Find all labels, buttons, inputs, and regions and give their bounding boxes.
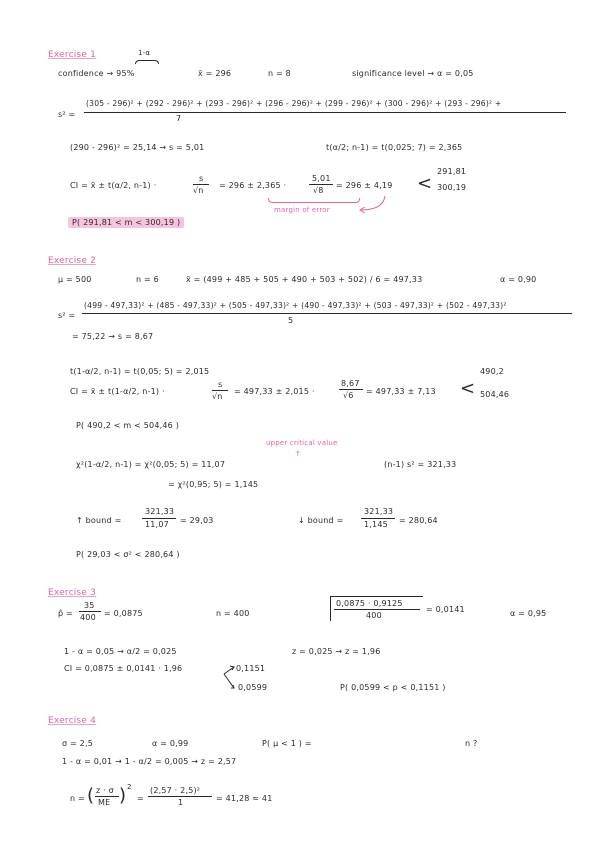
n-question: n ? bbox=[465, 739, 478, 748]
ci-lhs: CI = x̄ ± t(1-α/2, n-1) · bbox=[70, 387, 165, 396]
fraction-line bbox=[334, 609, 420, 610]
n-den: ME bbox=[98, 798, 111, 807]
ci-mid: = 296 ± 2,365 · bbox=[219, 181, 287, 190]
upper-bound-lhs: ↑ bound = bbox=[76, 516, 122, 525]
lower-bound-den: 1,145 bbox=[364, 520, 388, 529]
n-text: n = 400 bbox=[216, 609, 250, 618]
lower-bound-result: = 280,64 bbox=[399, 516, 438, 525]
n-lhs: n = bbox=[70, 794, 85, 803]
ci-frac2-num: 5,01 bbox=[312, 174, 331, 183]
chi-lower: = χ²(0,95; 5) = 1,145 bbox=[168, 480, 259, 489]
variance-denominator: 5 bbox=[288, 316, 294, 325]
ci-frac-num: s bbox=[199, 174, 204, 183]
phat-den: 400 bbox=[80, 613, 96, 622]
variance-numerator: (499 - 497,33)² + (485 - 497,33)² + (505 - 497,33)² + (490 - 497,33)² + (503 - 497,33)² + (502 - 497,33)² bbox=[84, 301, 507, 310]
lower-bound-num: 321,33 bbox=[364, 507, 394, 516]
z-line: z = 0,025 → z = 1,96 bbox=[292, 647, 381, 656]
se-den: 400 bbox=[366, 611, 382, 620]
brace bbox=[135, 60, 159, 64]
variance-lhs: s² = bbox=[58, 110, 76, 119]
significance-text: significance level → α = 0,05 bbox=[352, 69, 474, 78]
n-mid: = bbox=[137, 794, 144, 803]
margin-of-error-label: margin of error bbox=[274, 206, 330, 214]
upper-bound-num: 321,33 bbox=[145, 507, 175, 516]
fraction-line bbox=[309, 184, 333, 185]
n-den2: 1 bbox=[178, 798, 184, 807]
n-result: = 41,28 ≈ 41 bbox=[216, 794, 273, 803]
variance-denominator: 7 bbox=[176, 114, 182, 123]
probability-text: P( μ < 1 ) = bbox=[262, 739, 312, 748]
fraction-line bbox=[79, 611, 101, 612]
confidence-text: confidence → 95% bbox=[58, 69, 135, 78]
margin-brace bbox=[268, 198, 360, 203]
ci-frac-num: s bbox=[218, 380, 223, 389]
alpha-text: α = 0,99 bbox=[152, 739, 189, 748]
lower-bound-lhs: ↓ bound = bbox=[298, 516, 344, 525]
variance-result: = 75,22 → s = 8,67 bbox=[72, 332, 154, 341]
phat-result: = 0,0875 bbox=[104, 609, 143, 618]
ci-lower: 0,0599 bbox=[238, 683, 268, 692]
fraction-line bbox=[212, 390, 228, 391]
exercise-1-result: P( 291,81 < m < 300,19 ) bbox=[68, 218, 184, 227]
ci-upper: 291,81 bbox=[437, 167, 467, 176]
se-num: 0,0875 · 0,9125 bbox=[336, 599, 403, 608]
ns2-text: (n-1) s² = 321,33 bbox=[384, 460, 457, 469]
variance-continued: (290 - 296)² = 25,14 → s = 5,01 bbox=[70, 143, 205, 152]
ci-rhs: = 497,33 ± 7,13 bbox=[366, 387, 436, 396]
ci-frac-den: √n bbox=[193, 186, 204, 195]
exercise-3-result: P( 0,0599 < p < 0,1151 ) bbox=[340, 683, 446, 692]
n-text: n = 8 bbox=[268, 69, 291, 78]
z-line: 1 - α = 0,01 → 1 - α/2 = 0,005 → z = 2,57 bbox=[62, 757, 237, 766]
ci-mid: = 497,33 ± 2,015 · bbox=[234, 387, 315, 396]
exercise-2-result: P( 29,03 < σ² < 280,64 ) bbox=[76, 550, 180, 559]
paren-open: ( bbox=[87, 785, 95, 806]
ci-frac2-den: √8 bbox=[313, 186, 324, 195]
t-value: t(α/2; n-1) = t(0,025; 7) = 2,365 bbox=[326, 143, 463, 152]
upper-bound-den: 11,07 bbox=[145, 520, 169, 529]
fraction-line bbox=[339, 389, 363, 390]
fraction-line bbox=[193, 184, 209, 185]
ci-upper: 490,2 bbox=[480, 367, 504, 376]
ci-frac2-num: 8,67 bbox=[341, 379, 360, 388]
exercise-2-title: Exercise 2 bbox=[48, 256, 97, 266]
ci-line: CI = 0,0875 ± 0,0141 · 1,96 bbox=[64, 664, 183, 673]
fraction-line bbox=[82, 313, 572, 314]
mean-text: x̄ = 296 bbox=[198, 69, 232, 78]
phat-lhs: p̂ = bbox=[58, 609, 73, 618]
paren-close: ) bbox=[119, 785, 127, 806]
ci-upper: 0,1151 bbox=[236, 664, 266, 673]
variance-numerator: (305 - 296)² + (292 - 296)² + (293 - 296)² + (296 - 296)² + (299 - 296)² + (300 - 296)² + (293 - 296)² + bbox=[86, 99, 502, 108]
fraction-line bbox=[84, 112, 566, 113]
ci-lower: 300,19 bbox=[437, 183, 467, 192]
one-minus-alpha-label: 1-α bbox=[138, 49, 151, 57]
upper-bound-result: = 29,03 bbox=[180, 516, 214, 525]
chi-upper: χ²(1-α/2, n-1) = χ²(0,05; 5) = 11,07 bbox=[76, 460, 226, 469]
exercise-3-title: Exercise 3 bbox=[48, 588, 97, 598]
upper-critical-value-label: upper critical value bbox=[266, 439, 338, 447]
mu-text: μ = 500 bbox=[58, 275, 92, 284]
sigma-text: σ = 2,5 bbox=[62, 739, 93, 748]
alpha-line: 1 - α = 0,05 → α/2 = 0,025 bbox=[64, 647, 177, 656]
n-text: n = 6 bbox=[136, 275, 159, 284]
ci-lhs: CI = x̄ ± t(α/2, n-1) · bbox=[70, 181, 157, 190]
alpha-text: α = 0,95 bbox=[510, 609, 547, 618]
alpha-text: α = 0,90 bbox=[500, 275, 537, 284]
arrow-icon bbox=[355, 194, 395, 216]
variance-lhs: s² = bbox=[58, 311, 76, 320]
split-bracket: < bbox=[417, 173, 433, 194]
ci-lower: 504,46 bbox=[480, 390, 510, 399]
t-value: t(1-α/2, n-1) = t(0,05; 5) = 2,015 bbox=[70, 367, 210, 376]
mean-interval: P( 490,2 < m < 504,46 ) bbox=[76, 421, 180, 430]
split-bracket: < bbox=[460, 378, 476, 399]
fraction-line bbox=[148, 796, 212, 797]
n-num: z · σ bbox=[96, 786, 114, 795]
exercise-1-title: Exercise 1 bbox=[48, 50, 97, 60]
square-exponent: 2 bbox=[127, 783, 132, 791]
exercise-4-title: Exercise 4 bbox=[48, 716, 97, 726]
fraction-line bbox=[361, 518, 395, 519]
arrow-up-icon: ↑ bbox=[295, 450, 302, 458]
fraction-line bbox=[142, 518, 176, 519]
n-num2: (2,57 · 2,5)² bbox=[150, 786, 201, 795]
ci-frac2-den: √6 bbox=[343, 391, 354, 400]
phat-num: 35 bbox=[84, 601, 95, 610]
fraction-line bbox=[95, 796, 119, 797]
se-result: = 0,0141 bbox=[426, 605, 465, 614]
ci-frac-den: √n bbox=[212, 392, 223, 401]
mean-text: x̄ = (499 + 485 + 505 + 490 + 503 + 502) / 6 = 497,33 bbox=[186, 275, 423, 284]
ci-rhs: = 296 ± 4,19 bbox=[336, 181, 393, 190]
